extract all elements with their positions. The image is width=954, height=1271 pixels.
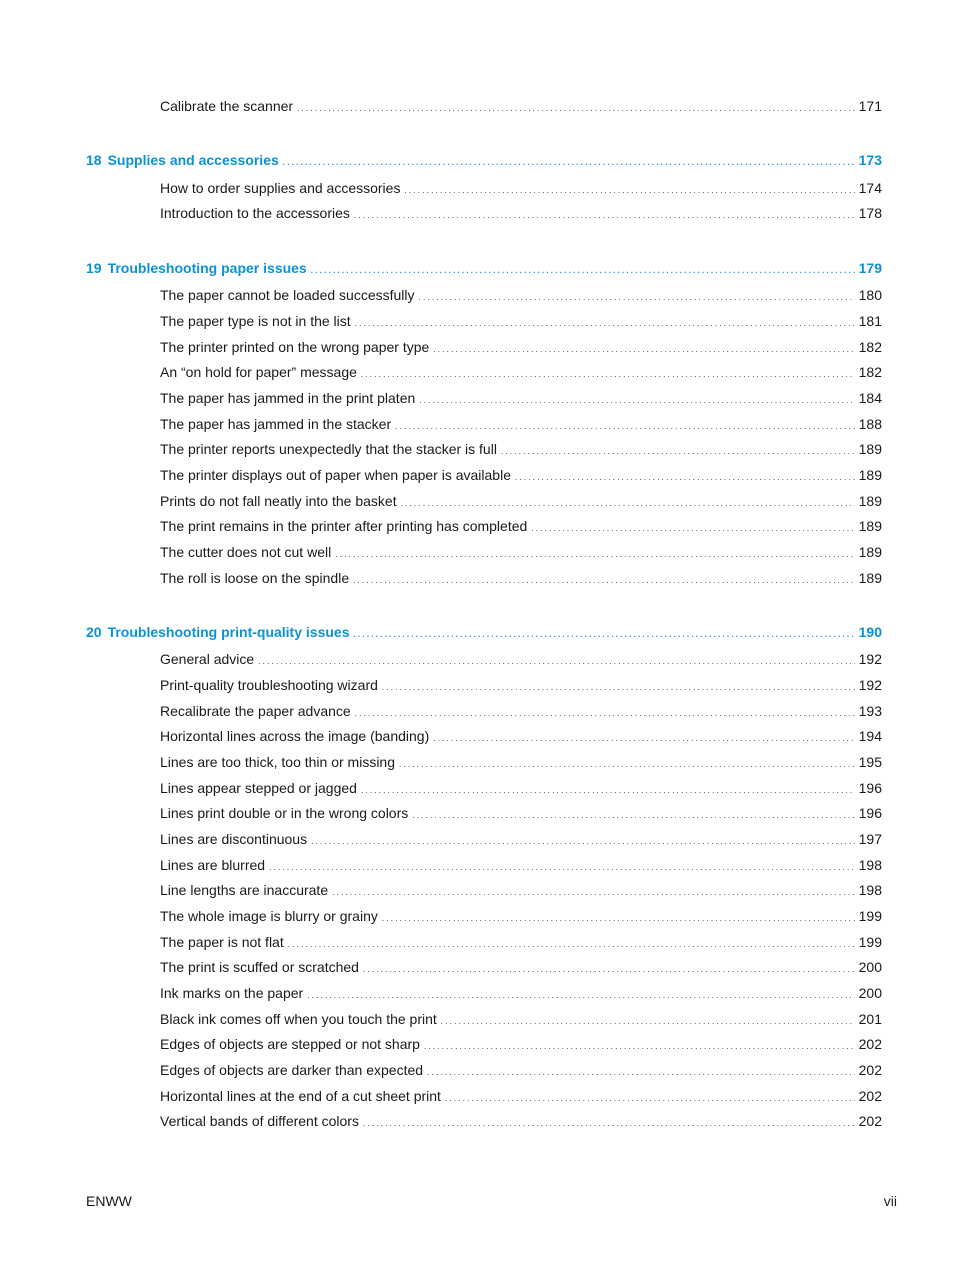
- chapter-number: 20: [86, 624, 102, 640]
- toc-page-number: 171: [858, 98, 882, 114]
- dot-leader: [269, 855, 855, 875]
- dot-leader: [355, 701, 855, 721]
- toc-section-entry[interactable]: [160, 1111, 882, 1131]
- toc-section-entry[interactable]: [160, 388, 882, 408]
- toc-entry-label: [86, 150, 279, 170]
- toc-section-entry[interactable]: [160, 178, 882, 198]
- dot-leader: [424, 1034, 855, 1054]
- toc-entry-label: Horizontal lines across the image (banding): [160, 728, 430, 744]
- toc-section-entry[interactable]: [160, 726, 882, 746]
- toc-section-entry[interactable]: [160, 829, 882, 849]
- dot-leader: [419, 285, 855, 305]
- toc-entry-label: The paper has jammed in the print platen: [160, 390, 416, 406]
- dot-leader: [363, 1111, 855, 1131]
- dot-leader: [433, 337, 854, 357]
- toc-page-number: 192: [858, 651, 882, 667]
- toc-entry-label: Calibrate the scanner: [160, 98, 294, 114]
- toc-entry-label: Lines are too thick, too thin or missing: [160, 754, 396, 770]
- toc-page-number: 196: [858, 780, 882, 796]
- toc-section-entry[interactable]: [160, 649, 882, 669]
- dot-leader: [361, 362, 855, 382]
- toc-entry-label: How to order supplies and accessories: [160, 180, 401, 196]
- toc-section-entry[interactable]: [160, 701, 882, 721]
- dot-leader: [361, 778, 855, 798]
- toc-entry-label: [86, 258, 307, 278]
- toc-chapter-entry[interactable]: [86, 258, 882, 278]
- dot-leader: [258, 649, 854, 669]
- dot-leader: [297, 96, 855, 116]
- toc-entry-label: The print remains in the printer after printing has completed: [160, 518, 528, 534]
- dot-leader: [283, 150, 855, 170]
- toc-section-entry[interactable]: [160, 337, 882, 357]
- toc-page-number: 190: [858, 624, 882, 640]
- toc-entry-label: The paper has jammed in the stacker: [160, 416, 392, 432]
- toc-section-entry[interactable]: [160, 285, 882, 305]
- toc-section-entry[interactable]: [160, 491, 882, 511]
- toc-entry-label: The paper type is not in the list: [160, 313, 351, 329]
- toc-page-number: 193: [858, 703, 882, 719]
- toc-entry-label: Black ink comes off when you touch the print: [160, 1011, 437, 1027]
- toc-section-entry[interactable]: [160, 906, 882, 926]
- dot-leader: [335, 542, 854, 562]
- toc-section-entry[interactable]: [160, 1086, 882, 1106]
- footer-page-number: vii: [883, 1193, 897, 1209]
- toc-section-entry[interactable]: [160, 439, 882, 459]
- toc-page-number: 189: [858, 493, 882, 509]
- dot-leader: [404, 178, 854, 198]
- toc-section-entry[interactable]: [160, 778, 882, 798]
- toc-page-number: 181: [858, 313, 882, 329]
- toc-entry-label: Lines appear stepped or jagged: [160, 780, 357, 796]
- toc-page-number: 182: [858, 364, 882, 380]
- toc-section-entry[interactable]: [160, 542, 882, 562]
- toc-entry-label: The roll is loose on the spindle: [160, 570, 350, 586]
- toc-page-number: 188: [858, 416, 882, 432]
- dot-leader: [419, 388, 854, 408]
- toc-section-entry[interactable]: [160, 752, 882, 772]
- toc-entry-label: Edges of objects are stepped or not sharp: [160, 1036, 420, 1052]
- toc-section-entry[interactable]: [160, 1034, 882, 1054]
- dot-leader: [332, 880, 855, 900]
- toc-entry-label: Introduction to the accessories: [160, 205, 350, 221]
- dot-leader: [311, 258, 855, 278]
- toc-chapter-entry[interactable]: [86, 622, 882, 642]
- dot-leader: [355, 311, 855, 331]
- dot-leader: [401, 491, 855, 511]
- toc-entry-label: Horizontal lines at the end of a cut sheet print: [160, 1088, 441, 1104]
- dot-leader: [354, 203, 855, 223]
- toc-section-entry[interactable]: [160, 983, 882, 1003]
- toc-page-number: 182: [858, 339, 882, 355]
- toc-page-number: 200: [858, 985, 882, 1001]
- toc-section-entry[interactable]: [160, 957, 882, 977]
- toc-entry-label: General advice: [160, 651, 255, 667]
- toc-entry-label: The paper is not flat: [160, 934, 284, 950]
- dot-leader: [311, 829, 855, 849]
- chapter-title: Troubleshooting print-quality issues: [107, 624, 350, 640]
- dot-leader: [445, 1086, 855, 1106]
- toc-entry-label: [86, 622, 349, 642]
- toc-section-entry[interactable]: [160, 311, 882, 331]
- dot-leader: [433, 726, 854, 746]
- toc-page-number: 192: [858, 677, 882, 693]
- dot-leader: [382, 675, 855, 695]
- toc-page-number: 189: [858, 570, 882, 586]
- toc-entry-label: The paper cannot be loaded successfully: [160, 287, 415, 303]
- dot-leader: [353, 622, 854, 642]
- toc-entry-label: The cutter does not cut well: [160, 544, 332, 560]
- chapter-title: Supplies and accessories: [107, 152, 279, 168]
- toc-section-entry[interactable]: [160, 465, 882, 485]
- toc-chapter-entry[interactable]: [86, 150, 882, 170]
- toc-section-entry[interactable]: [160, 203, 882, 223]
- toc-page-number: 201: [858, 1011, 882, 1027]
- toc-entry-label: Vertical bands of different colors: [160, 1113, 359, 1129]
- toc-page-number: 178: [858, 205, 882, 221]
- toc-entry-label: Line lengths are inaccurate: [160, 882, 329, 898]
- toc-page-number: 189: [858, 467, 882, 483]
- toc-page-number: 194: [858, 728, 882, 744]
- toc-page-number: 196: [858, 805, 882, 821]
- toc-page-number: 198: [858, 882, 882, 898]
- toc-page-number: 184: [858, 390, 882, 406]
- toc-section-entry[interactable]: [160, 675, 882, 695]
- toc-section-entry[interactable]: [160, 96, 882, 116]
- toc-page-number: 180: [858, 287, 882, 303]
- toc-page-number: 189: [858, 441, 882, 457]
- dot-leader: [363, 957, 855, 977]
- toc-page-number: 200: [858, 959, 882, 975]
- chapter-number: 19: [86, 260, 102, 276]
- toc-entry-label: Lines print double or in the wrong colors: [160, 805, 409, 821]
- toc-page-number: 202: [858, 1036, 882, 1052]
- dot-leader: [515, 465, 855, 485]
- dot-leader: [412, 803, 854, 823]
- toc-page-number: 189: [858, 544, 882, 560]
- toc-page-number: 195: [858, 754, 882, 770]
- toc-page-number: 197: [858, 831, 882, 847]
- dot-leader: [531, 516, 854, 536]
- toc-entry-label: Lines are blurred: [160, 857, 266, 873]
- toc-section-entry[interactable]: [160, 1009, 882, 1029]
- toc-page-number: 202: [858, 1088, 882, 1104]
- toc-entry-label: An “on hold for paper” message: [160, 364, 357, 380]
- toc-page-number: 202: [858, 1113, 882, 1129]
- toc-section-entry[interactable]: [160, 516, 882, 536]
- chapter-title: Troubleshooting paper issues: [107, 260, 307, 276]
- toc-section-entry[interactable]: [160, 1060, 882, 1080]
- toc-page-number: 199: [858, 908, 882, 924]
- toc-section-entry[interactable]: [160, 803, 882, 823]
- toc-entry-label: Print-quality troubleshooting wizard: [160, 677, 378, 693]
- toc-entry-label: The print is scuffed or scratched: [160, 959, 359, 975]
- dot-leader: [288, 932, 855, 952]
- toc-entry-label: Ink marks on the paper: [160, 985, 304, 1001]
- toc-page-number: 189: [858, 518, 882, 534]
- toc-section-entry[interactable]: [160, 855, 882, 875]
- toc-page-number: 199: [858, 934, 882, 950]
- toc-section-entry[interactable]: [160, 880, 882, 900]
- dot-leader: [427, 1060, 855, 1080]
- toc-entry-label: The printer printed on the wrong paper type: [160, 339, 430, 355]
- toc-section-entry[interactable]: [160, 414, 882, 434]
- toc-entry-label: The whole image is blurry or grainy: [160, 908, 378, 924]
- toc-entry-label: Recalibrate the paper advance: [160, 703, 351, 719]
- toc-section-entry[interactable]: [160, 362, 882, 382]
- dot-leader: [501, 439, 855, 459]
- dot-leader: [395, 414, 855, 434]
- toc-page-number: 174: [858, 180, 882, 196]
- dot-leader: [441, 1009, 855, 1029]
- toc-page-number: 202: [858, 1062, 882, 1078]
- toc-entry-label: The printer reports unexpectedly that the stacker is full: [160, 441, 497, 457]
- toc-section-entry[interactable]: [160, 568, 882, 588]
- toc-entry-label: The printer displays out of paper when paper is available: [160, 467, 511, 483]
- toc-page-number: 179: [858, 260, 882, 276]
- dot-leader: [353, 568, 855, 588]
- toc-page-number: 173: [858, 152, 882, 168]
- toc-entry-label: Lines are discontinuous: [160, 831, 308, 847]
- toc-entry-label: Prints do not fall neatly into the basket: [160, 493, 397, 509]
- chapter-number: 18: [86, 152, 102, 168]
- footer-left-label: ENWW: [86, 1193, 132, 1209]
- toc-entry-label: Edges of objects are darker than expected: [160, 1062, 424, 1078]
- dot-leader: [382, 906, 855, 926]
- toc-section-entry[interactable]: [160, 932, 882, 952]
- dot-leader: [307, 983, 854, 1003]
- toc-page-number: 198: [858, 857, 882, 873]
- dot-leader: [399, 752, 855, 772]
